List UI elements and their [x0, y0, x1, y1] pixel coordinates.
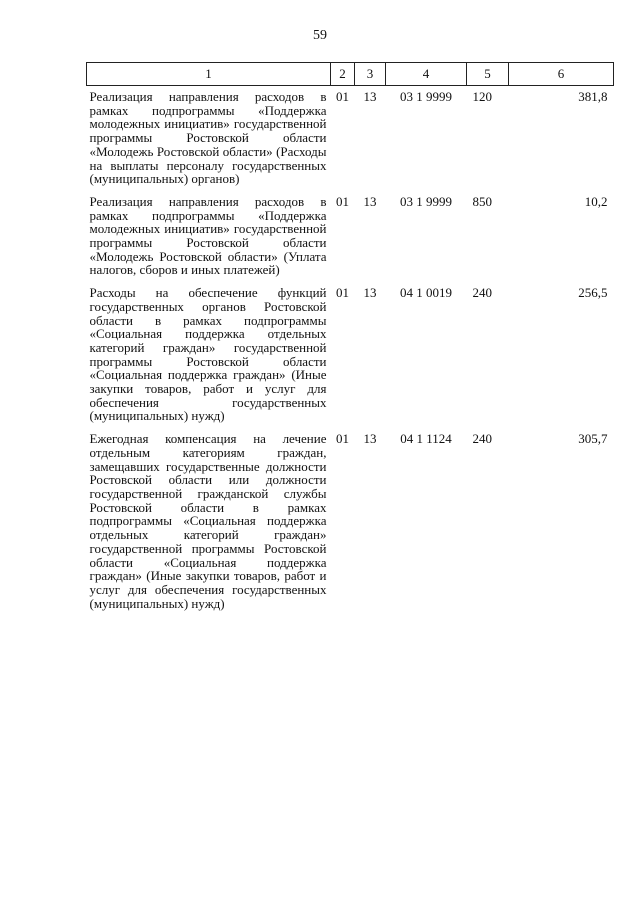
row-amount: 256,5	[578, 285, 608, 301]
row-amount: 381,8	[578, 89, 608, 104]
column-header-5: 5	[467, 63, 509, 86]
row-subsection: 13	[363, 89, 377, 104]
table-row	[87, 285, 614, 431]
column-header-2: 2	[331, 63, 355, 86]
column-header-6: 6	[509, 63, 614, 86]
row-description: Ежегодная компенсация на лечение отдельным категориям граждан, замещавших государственные должности Ростовской области или должности государственной гражданской службы Ростовской области в рамках подпрограммы «Социальная поддержка отдельных категорий граждан» государственной программы Ростовской области «Социальная поддержка граждан» (Иные закупки товаров, работ и услуг для обеспечения государственных (муниципальных) нужд)	[89, 431, 327, 611]
row-subsection: 13	[363, 431, 377, 447]
column-header-3: 3	[355, 63, 386, 86]
row-subsection: 13	[363, 285, 377, 301]
row-description: Реализация направления расходов в рамках подпрограммы «Поддержка молодежных инициатив» государственной программы Ростовской области «Молодежь Ростовской области» (Уплата налогов, сборов и иных платежей)	[89, 193, 327, 278]
row-section: 01	[336, 285, 349, 301]
row-target-article: 04 1 1124	[400, 431, 452, 447]
page-number: 59	[313, 28, 327, 43]
budget-table	[86, 62, 614, 618]
table-body	[87, 86, 614, 619]
row-description: Расходы на обеспечение функций государственных органов Ростовской области в рамках подпрограммы «Социальная поддержка отдельных категорий граждан» государственной программы Ростовской области «Социальная поддержка граждан» (Иные закупки товаров, работ и услуг для обеспечения государственных (муниципальных) нужд)	[89, 285, 327, 424]
column-header-4: 4	[386, 63, 467, 86]
column-header-1: 1	[87, 63, 331, 86]
table-row	[87, 431, 614, 618]
row-section: 01	[336, 431, 349, 447]
row-description: Реализация направления расходов в рамках подпрограммы «Поддержка молодежных инициатив» государственной программы Ростовской области «Молодежь Ростовской области» (Расходы на выплаты персоналу государственных (муниципальных) органов)	[89, 89, 327, 187]
row-subsection: 13	[363, 193, 377, 209]
row-target-article: 03 1 9999	[400, 193, 452, 209]
row-section: 01	[336, 193, 349, 209]
table-row	[87, 194, 614, 285]
table-row	[87, 86, 614, 194]
row-section: 01	[336, 89, 349, 104]
row-expense-type: 120	[472, 89, 492, 104]
row-expense-type: 240	[472, 431, 492, 447]
row-amount: 10,2	[584, 193, 608, 209]
row-expense-type: 240	[472, 285, 492, 301]
table-header	[87, 63, 614, 86]
row-target-article: 03 1 9999	[400, 89, 452, 104]
row-amount: 305,7	[578, 431, 608, 447]
header-row	[87, 63, 614, 86]
row-target-article: 04 1 0019	[400, 285, 452, 301]
row-expense-type: 850	[472, 193, 492, 209]
